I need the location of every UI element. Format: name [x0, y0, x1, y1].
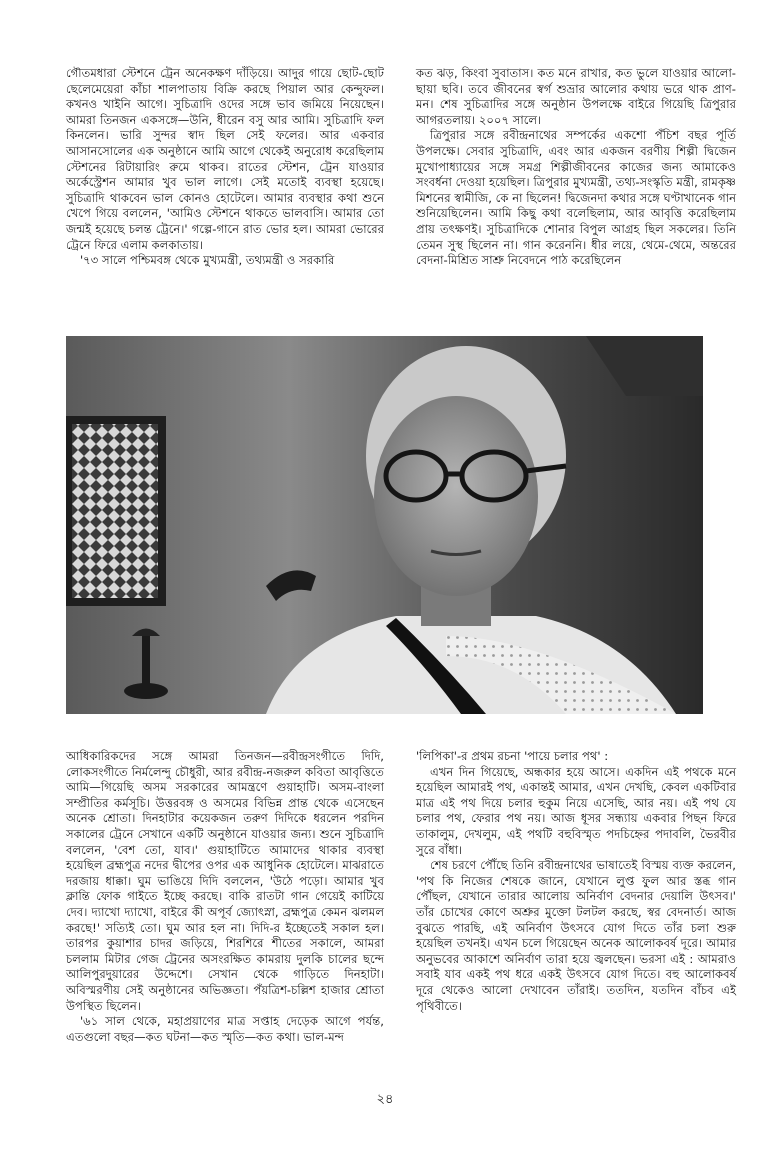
paragraph: গৌতমধারা স্টেশনে ট্রেন অনেকক্ষণ দাঁড়িয়ে। আদুর গায়ে ছোট-ছোট ছেলেমেয়েরা কাঁচা শালপাতায় বিক্রি করছে পিয়াল আর কেন্দুফল। কখনও খাইনি আগে। সুচিত্রাদি ওদের সঙ্গে ভাব জমিয়ে নিয়েছেন। আমরা তিনজন একসঙ্গে—উনি, ধীরেন বসু আর আমি। সুচিত্রাদি ফল কিনলেন। ভারি সুন্দর স্বাদ ছিল সেই ফলের। আর একবার আসানসোলের এক অনুষ্ঠানে আমি আগে থেকেই অনুরোধ করেছিলাম স্টেশনের রিটায়ারিং রুমে থাকব। রাতের স্টেশন, ট্রেন যাওয়ার অর্কেস্ট্রেশন আমার খুব ভাল লাগে। সেই মতোই ব্যবস্থা হয়েছে। সুচিত্রাদি থাকবেন ভাল কোনও হোটেলে। আমার ব্যবস্থার কথা শুনে খেপে গিয়ে বললেন, 'আমিও স্টেশনে থাকতে ভালবাসি। আমার তো জন্মই হয়েছে চলন্ত ট্রেনে।' গল্পে-গানে রাত ভোর হল। আমরা ভোরের ট্রেনে ফিরে এলাম কলকাতায়।: [66, 66, 384, 252]
text-column-top-left: [66, 66, 384, 269]
text-column-top-right: [416, 66, 736, 269]
portrait-photo-icon: [66, 336, 703, 714]
paragraph: 'লিপিকা'-র প্রথম রচনা 'পায়ে চলার পথ' :: [416, 749, 609, 763]
paragraph: ত্রিপুরার সঙ্গে রবীন্দ্রনাথের সম্পর্কের একশো পঁচিশ বছর পূর্তি উপলক্ষে। সেবার সুচিত্রাদি, এবং আর একজন বরণীয় শিল্পী দ্বিজেন মুখোপাধ্যায়ের সঙ্গে সমগ্র শিল্পীজীবনের কাজের জন্য আমাকেও সংবর্ধনা দেওয়া হয়েছিল। ত্রিপুরার মুখ্যমন্ত্রী, তথ্য-সংস্কৃতি মন্ত্রী, রামকৃষ্ণ মিশনের স্বামীজি, কে না ছিলেন! দ্বিজেনদা কথার সঙ্গে ঘণ্টাখানেক গান শুনিয়েছিলেন। আমি কিছু কথা বলেছিলাম, আর আবৃত্তি করেছিলাম প্রায় তৎক্ষণই। সুচিত্রাদিকে শোনার বিপুল আগ্রহ ছিল সকলের। তিনি তেমন সুস্থ ছিলেন না। গান করেননি। ধীর লয়ে, থেমে-থেমে, অন্তরের বেদনা-মিশ্রিত সাশ্রু নিবেদনে পাঠ করেছিলেন: [416, 128, 736, 268]
paragraph: কত ঝড়, কিংবা সুবাতাস। কত মনে রাখার, কত ভুলে যাওয়ার আলো-ছায়া ছবি। তবে জীবনের স্বর্গ শুভ্রার আলোর কথায় ভরে থাক প্রাণ-মন। শেষ সুচিত্রাদির সঙ্গে অনুষ্ঠান উপলক্ষে বাইরে গিয়েছি ত্রিপুরার আগরতলায়। ২০০৭ সালে।: [416, 66, 736, 127]
paragraph: এখন দিন গিয়েছে, অন্ধকার হয়ে আসে। একদিন এই পথকে মনে হয়েছিল আমারই পথ, একান্তই আমার, এখন দেখছি, কেবল একটিবার মাত্র এই পথ দিয়ে চলার হুকুম নিয়ে এসেছি, আর নয়। এই পথ যে চলার পথ, ফেরার পথ নয়। আজ ধূসর সন্ধ্যায় একবার পিছন ফিরে তাকালুম, দেখলুম, এই পথটি বহুবিস্মৃত পদচিহ্নের পদাবলি, ভৈরবীর সুরে বাঁধা।: [416, 764, 736, 857]
text-column-bottom-right: [416, 749, 736, 1014]
paragraph: আধিকারিকদের সঙ্গে আমরা তিনজন—রবীন্দ্রসংগীতে দিদি, লোকসংগীতে নির্মলেন্দু চৌধুরী, আর রবীন্দ্র-নজরুল কবিতা আবৃত্তিতে আমি—গিয়েছি অসম সরকারের আমন্ত্রণে গুয়াহাটি। অসম-বাংলা সম্প্রীতির কর্মসূচি। উত্তরবঙ্গ ও অসমের বিভিন্ন প্রান্ত থেকে এসেছেন অনেক শ্রোতা। দিনহাটার কয়েকজন তরুণ দিদিকে ধরলেন পরদিন সকালের ট্রেনে সেখানে একটি অনুষ্ঠানে যাওয়ার জন্য। শুনে সুচিত্রাদি বললেন, 'বেশ তো, যাব।' গুয়াহাটিতে আমাদের থাকার ব্যবস্থা হয়েছিল ব্রহ্মপুত্র নদের দ্বীপের ওপর এক আধুনিক হোটেলে। মাঝরাতে দরজায় ধাক্কা। ঘুম ভাঙিয়ে দিদি বললেন, 'উঠে পড়ো। আমার খুব ক্লান্তি ফোক গাইতে ইচ্ছে করছে। বাকি রাতটা গান গেয়েই কাটিয়ে দেব। দ্যাখো দ্যাখো, বাইরে কী অপূর্ব জ্যোৎস্না, ব্রহ্মপুত্র কেমন ঝলমল করছে!' সত্যিই তো। ঘুম আর হল না। দিদি-র ইচ্ছেতেই সকাল হল। তারপর কুয়াশার চাদর জড়িয়ে, শিরশিরে শীতের সকালে, আমরা চললাম মিটার গেজ ট্রেনের অসংরক্ষিত কামরায় দুলকি চালের ছন্দে আলিপুরদুয়ারের উদ্দেশে। সেখান থেকে গাড়িতে দিনহাটা। অবিস্মরণীয় সেই অনুষ্ঠানের অভিজ্ঞতা। পঁয়ত্রিশ-চল্লিশ হাজার শ্রোতা উপস্থিত ছিলেন।: [66, 749, 384, 1013]
paragraph: শেষ চরণে পৌঁছে তিনি রবীন্দ্রনাথের ভাষাতেই বিস্ময় ব্যক্ত করলেন, 'পথ কি নিজের শেষকে জানে, যেখানে লুপ্ত ফুল আর স্তব্ধ গান পৌঁছল, যেখানে তারার আলোয় অনির্বাণ বেদনার দেয়ালি উৎসব।' তাঁর চোখের কোণে অশ্রুর মুক্তো টলটল করছে, স্বর বেদনার্ত। আজ বুঝতে পারছি, এই অনির্বাণ উৎসবে যোগ দিতে তাঁর চলা শুরু হয়েছিল তখনই। এখন চলে গিয়েছেন অনেক আলোকবর্ষ দূরে। আমার অনুভবের আকাশে অনির্বাণ তারা হয়ে জ্বলছেন। ভরসা এই : আমরাও সবাই যাব একই পথ ধরে একই উৎসবে যোগ দিতে। বহু আলোকবর্ষ দূরে থেকেও আলো দেখাবেন তাঁরাই। ততদিন, যতদিন বাঁচব এই পৃথিবীতে।: [416, 858, 736, 1013]
text-column-bottom-left: [66, 749, 384, 1045]
portrait-photo: [66, 336, 703, 714]
paragraph: '৬১ সাল থেকে, মহাপ্রয়াণের মাত্র সপ্তাহ দেড়েক আগে পর্যন্ত, এতগুলো বছর—কত ঘটনা—কত স্মৃতি—কত কথা। ভাল-মন্দ: [66, 1014, 384, 1044]
paragraph: '৭৩ সালে পশ্চিমবঙ্গ থেকে মুখ্যমন্ত্রী, তথ্যমন্ত্রী ও সরকারি: [80, 253, 335, 268]
page-number: ২৪: [376, 1092, 394, 1107]
